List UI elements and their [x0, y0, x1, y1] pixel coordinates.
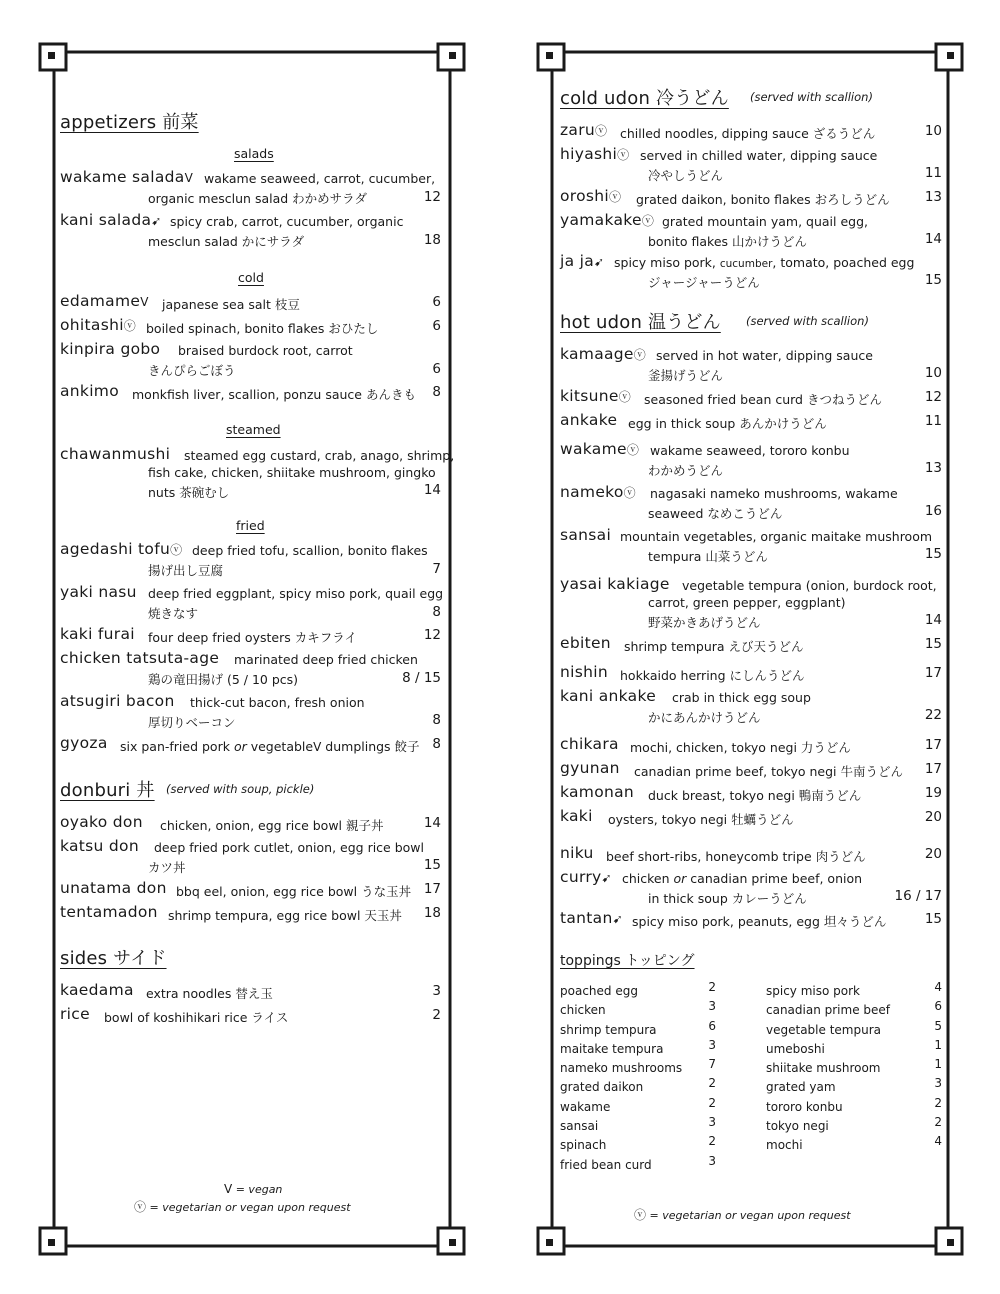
- topping-name: poached egg: [560, 984, 638, 998]
- right-menu-panel: [534, 40, 966, 1258]
- topping-row: [560, 1096, 716, 1115]
- menu-item-desc: carrot, green pepper, eggplant): [648, 595, 846, 610]
- topping-row: [766, 1134, 942, 1153]
- menu-item-price: 8: [432, 712, 441, 728]
- menu-item-desc: shrimp tempura, egg rice bowl 天玉丼: [168, 908, 402, 923]
- menu-item-price: 11: [924, 165, 942, 181]
- topping-row: [766, 1096, 942, 1115]
- vegetarian-option-icon: ⓥ: [609, 190, 622, 204]
- topping-price: 5: [934, 1018, 942, 1033]
- topping-price: 6: [934, 999, 942, 1014]
- chili-pepper-icon: ➹: [151, 214, 162, 228]
- menu-item-desc: boiled spinach, bonito flakes おひたし: [146, 321, 379, 336]
- menu-item-price: 17: [423, 881, 441, 897]
- menu-item-name: niku: [560, 844, 594, 862]
- hot-udon-note: (served with scallion): [746, 314, 869, 328]
- topping-price: 6: [708, 1018, 716, 1033]
- menu-item-price: 15: [924, 636, 942, 652]
- menu-item-desc: deep fried eggplant, spicy miso pork, quail egg: [148, 586, 444, 601]
- topping-price: 2: [708, 1095, 716, 1110]
- menu-item-desc: grated daikon, bonito flakes おろしうどん: [636, 192, 890, 207]
- topping-price: 2: [708, 980, 716, 994]
- menu-item-name: yamakakeⓥ: [560, 211, 655, 229]
- menu-item-price: 6: [432, 361, 441, 377]
- topping-name: umeboshi: [766, 1041, 825, 1056]
- topping-price: 2: [708, 1076, 716, 1091]
- topping-price: 4: [934, 1134, 942, 1149]
- menu-item-name: katsu don: [60, 837, 139, 855]
- topping-name: chicken: [560, 1003, 606, 1018]
- topping-row: [766, 1076, 942, 1095]
- menu-item-name: kani ankake: [560, 687, 657, 705]
- menu-item-desc: chilled noodles, dipping sauce ざるうどん: [620, 126, 876, 141]
- menu-item-desc: nagasaki nameko mushrooms, wakame: [650, 486, 898, 501]
- topping-price: 3: [708, 999, 716, 1014]
- topping-name: sansai: [560, 1119, 599, 1134]
- menu-item-desc: nuts 茶碗むし: [148, 485, 230, 500]
- menu-item-desc: bowl of koshihikari rice ライス: [104, 1010, 289, 1025]
- vegetarian-option-icon: ⓥ: [641, 214, 655, 228]
- menu-item-price: 16: [924, 503, 942, 519]
- menu-item-name: wakame saladaV: [60, 168, 194, 186]
- cold-udon-title: cold udon 冷うどん: [560, 88, 729, 109]
- menu-item-price: 14: [423, 482, 441, 498]
- menu-item-desc: vegetable tempura (onion, burdock root,: [682, 578, 937, 593]
- menu-item-name: ankimo: [60, 382, 119, 400]
- menu-item-desc: 釜揚げうどん: [648, 368, 724, 383]
- menu-item-name: kaedama: [60, 981, 134, 999]
- vegetarian-option-icon: ⓥ: [626, 443, 640, 457]
- menu-item-desc: japanese sea salt 枝豆: [162, 297, 300, 312]
- menu-item-desc: mountain vegetables, organic maitake mushroom: [620, 529, 933, 544]
- sides-title: sides サイド: [60, 948, 167, 969]
- menu-item-name: rice: [60, 1005, 90, 1023]
- topping-row: [560, 1154, 716, 1173]
- topping-name: grated yam: [766, 1080, 836, 1095]
- menu-item-desc: わかめうどん: [648, 463, 724, 478]
- topping-price: 3: [708, 1153, 716, 1168]
- menu-item-desc: fish cake, chicken, shiitake mushroom, gingko: [148, 465, 436, 480]
- menu-item-desc: hokkaido herring にしんうどん: [620, 668, 805, 683]
- menu-item-desc: egg in thick soup あんかけうどん: [628, 416, 827, 431]
- menu-item-name: sansai: [560, 526, 612, 544]
- menu-item-desc: oysters, tokyo negi 牡蠣うどん: [608, 812, 794, 827]
- menu-item-name: nishin: [560, 663, 608, 681]
- menu-item-name: yasai kakiage: [560, 575, 670, 593]
- topping-row: [560, 980, 716, 999]
- topping-row: [766, 1038, 942, 1057]
- menu-item-price: 17: [924, 665, 942, 681]
- menu-item-name: curry➹: [560, 868, 612, 886]
- menu-item-name: ankake: [560, 411, 618, 429]
- menu-item-desc: かにあんかけうどん: [648, 710, 761, 725]
- appetizers-title: appetizers 前菜: [60, 112, 199, 133]
- topping-price: 4: [934, 980, 942, 994]
- topping-name: spinach: [560, 1138, 607, 1153]
- topping-row: [766, 1019, 942, 1038]
- menu-item-price: 15: [924, 272, 942, 288]
- cold-udon-note: (served with scallion): [750, 90, 873, 104]
- topping-price: 2: [934, 1115, 942, 1130]
- menu-item-name: edamameV: [60, 292, 149, 310]
- menu-item-desc: chicken, onion, egg rice bowl 親子丼: [160, 818, 384, 833]
- salads-subhead: salads: [234, 146, 274, 161]
- menu-item-price: 13: [924, 460, 942, 476]
- menu-item-price: 13: [924, 189, 942, 205]
- menu-item-desc: きんぴらごぼう: [148, 363, 236, 378]
- menu-item-name: yaki nasu: [60, 583, 137, 601]
- menu-item-desc: marinated deep fried chicken: [234, 652, 418, 667]
- menu-item-desc: six pan-fried pork or vegetableV dumplings 餃子: [120, 739, 420, 754]
- menu-item-desc: 鶏の竜田揚げ (5 / 10 pcs): [148, 672, 299, 687]
- topping-row: [560, 1057, 716, 1076]
- vegetarian-option-icon: ⓥ: [617, 148, 630, 162]
- menu-item-desc: deep fried tofu, scallion, bonito flakes: [192, 543, 428, 558]
- menu-item-price: 18: [423, 905, 441, 921]
- chili-pepper-icon: ➹: [594, 255, 605, 269]
- topping-row: [560, 1019, 716, 1038]
- menu-item-price: 8: [432, 384, 441, 400]
- menu-item-desc: tempura 山菜うどん: [648, 549, 768, 564]
- menu-item-desc: カツ丼: [148, 860, 186, 875]
- menu-item-price: 14: [924, 231, 942, 247]
- menu-item-name: kinpira gobo: [60, 340, 161, 358]
- menu-item-desc: ジャージャーうどん: [648, 275, 760, 290]
- menu-item-price: 8: [432, 604, 441, 620]
- menu-item-desc: seaweed なめこうどん: [648, 506, 783, 521]
- menu-item-desc: spicy miso pork, peanuts, egg 坦々うどん: [632, 914, 887, 929]
- menu-item-name: gyunan: [560, 759, 620, 777]
- menu-item-desc: wakame seaweed, carrot, cucumber,: [204, 171, 436, 186]
- menu-item-price: 22: [924, 707, 942, 723]
- menu-item-desc: duck breast, tokyo negi 鴨南うどん: [648, 788, 862, 803]
- hot-udon-title: hot udon 温うどん: [560, 312, 721, 333]
- menu-item-desc: 揚げ出し豆腐: [148, 563, 224, 578]
- menu-item-name: namekoⓥ: [560, 483, 636, 501]
- menu-item-desc: thick-cut bacon, fresh onion: [190, 695, 365, 710]
- topping-row: [560, 1134, 716, 1153]
- topping-name: tororo konbu: [766, 1099, 843, 1114]
- topping-price: 3: [708, 1037, 716, 1052]
- menu-item-name: gyoza: [60, 734, 108, 752]
- menu-item-price: 10: [924, 123, 942, 139]
- menu-item-price: 2: [432, 1007, 441, 1023]
- topping-name: fried bean curd: [560, 1157, 652, 1172]
- topping-price: 7: [708, 1057, 716, 1072]
- menu-item-price: 6: [432, 318, 441, 334]
- menu-item-name: kani salada➹: [60, 211, 162, 229]
- topping-price: 1: [934, 1057, 942, 1072]
- vegetarian-option-icon: ⓥ: [134, 1200, 147, 1214]
- fried-subhead: fried: [236, 518, 265, 533]
- menu-item-desc: chicken or canadian prime beef, onion: [622, 871, 863, 886]
- menu-item-name: ja ja➹: [560, 252, 605, 270]
- topping-price: 3: [934, 1076, 942, 1091]
- menu-item-price: 12: [423, 627, 441, 643]
- topping-name: nameko mushrooms: [560, 1061, 683, 1076]
- menu-item-desc: crab in thick egg soup: [672, 690, 811, 705]
- menu-item-price: 20: [924, 809, 942, 825]
- menu-item-price: 8 / 15: [402, 670, 441, 686]
- menu-item-desc: beef short-ribs, honeycomb tripe 肉うどん: [606, 849, 866, 864]
- menu-item-desc: extra noodles 替え玉: [146, 986, 273, 1001]
- menu-item-desc: steamed egg custard, crab, anago, shrimp,: [184, 448, 455, 463]
- topping-price: 3: [708, 1115, 716, 1130]
- vegetarian-legend: ⓥ = vegetarian or vegan upon request: [134, 1200, 351, 1214]
- menu-item-desc: canadian prime beef, tokyo negi 牛南うどん: [634, 764, 903, 779]
- vegetarian-option-icon: ⓥ: [623, 486, 636, 500]
- vegan-legend: V = vegan: [224, 1182, 283, 1196]
- menu-item-price: 18: [423, 232, 441, 248]
- menu-item-desc: 厚切りベーコン: [148, 715, 236, 730]
- toppings-column-2: [766, 980, 946, 1154]
- menu-item-price: 14: [423, 815, 441, 831]
- toppings-title: toppings トッピング: [560, 953, 695, 969]
- menu-item-price: 12: [423, 189, 441, 205]
- topping-row: [766, 999, 942, 1018]
- topping-row: [560, 1115, 716, 1134]
- chili-pepper-icon: ➹: [601, 871, 612, 885]
- menu-item-desc: braised burdock root, carrot: [178, 343, 353, 358]
- menu-item-desc: spicy crab, carrot, cucumber, organic: [170, 214, 404, 229]
- menu-item-desc: mochi, chicken, tokyo negi 力うどん: [630, 740, 851, 755]
- menu-item-name: tantan➹: [560, 909, 623, 927]
- vegan-icon: V: [224, 1182, 233, 1196]
- menu-item-price: 6: [432, 294, 441, 310]
- menu-item-name: kamonan: [560, 783, 635, 801]
- topping-name: vegetable tempura: [766, 1022, 881, 1037]
- menu-item-price: 3: [432, 983, 441, 999]
- menu-item-desc: seasoned fried bean curd きつねうどん: [644, 392, 882, 407]
- menu-item-name: zaruⓥ: [560, 121, 608, 139]
- menu-item-desc: mesclun salad かにサラダ: [148, 234, 305, 249]
- menu-item-desc: spicy miso pork, cucumber, tomato, poached egg: [614, 255, 915, 270]
- menu-item-price: 17: [924, 737, 942, 753]
- menu-item-desc: wakame seaweed, tororo konbu: [650, 443, 850, 458]
- menu-item-name: ebiten: [560, 634, 611, 652]
- menu-item-desc: served in hot water, dipping sauce: [656, 348, 873, 363]
- topping-row: [560, 999, 716, 1018]
- menu-item-name: chawanmushi: [60, 445, 171, 463]
- menu-item-price: 19: [924, 785, 942, 801]
- menu-item-price: 14: [924, 612, 942, 628]
- topping-name: mochi: [766, 1138, 803, 1153]
- menu-item-name: oroshiⓥ: [560, 187, 622, 205]
- menu-item-price: 15: [423, 857, 441, 873]
- vegetarian-option-icon: ⓥ: [123, 319, 137, 333]
- topping-name: tokyo negi: [766, 1119, 829, 1134]
- menu-item-name: kamaageⓥ: [560, 345, 647, 363]
- vegan-icon: V: [184, 171, 194, 185]
- menu-item-desc: served in chilled water, dipping sauce: [640, 148, 878, 163]
- donburi-note: (served with soup, pickle): [166, 782, 315, 796]
- topping-price: 2: [708, 1134, 716, 1149]
- vegetarian-option-icon: ⓥ: [618, 390, 632, 404]
- menu-item-price: 16 / 17: [894, 888, 942, 904]
- menu-item-desc: four deep fried oysters カキフライ: [148, 630, 357, 645]
- menu-item-name: atsugiri bacon: [60, 692, 175, 710]
- vegetarian-legend: ⓥ = vegetarian or vegan upon request: [634, 1208, 851, 1222]
- topping-row: [766, 980, 942, 999]
- menu-item-desc: deep fried pork cutlet, onion, egg rice bowl: [154, 840, 424, 855]
- vegetarian-option-icon: ⓥ: [170, 543, 183, 557]
- menu-item-desc: bbq eel, onion, egg rice bowl うな玉丼: [176, 884, 412, 899]
- left-menu-panel: [36, 40, 468, 1258]
- menu-item-desc: 野菜かきあげうどん: [648, 615, 761, 630]
- vegetarian-option-icon: ⓥ: [595, 124, 608, 138]
- menu-item-name: kitsuneⓥ: [560, 387, 632, 405]
- topping-name: maitake tempura: [560, 1041, 664, 1056]
- menu-item-price: 10: [924, 365, 942, 381]
- topping-name: wakame: [560, 1099, 611, 1114]
- menu-item-name: chicken tatsuta-age: [60, 649, 220, 667]
- menu-item-price: 11: [924, 413, 942, 429]
- menu-item-price: 15: [924, 546, 942, 562]
- menu-item-desc: 冷やしうどん: [648, 168, 724, 183]
- donburi-title: donburi 丼: [60, 780, 155, 801]
- menu-item-name: unatama don: [60, 879, 167, 897]
- menu-item-price: 8: [432, 736, 441, 752]
- menu-item-desc: shrimp tempura えび天うどん: [624, 639, 804, 654]
- menu-item-desc: organic mesclun salad わかめサラダ: [148, 191, 368, 206]
- topping-price: 1: [934, 1037, 942, 1052]
- vegan-icon: V: [140, 295, 149, 309]
- menu-item-price: 12: [924, 389, 942, 405]
- menu-item-desc: grated mountain yam, quail egg,: [662, 214, 868, 229]
- menu-item-desc: 焼きなす: [148, 606, 199, 621]
- topping-name: shiitake mushroom: [766, 1061, 881, 1076]
- vegan-icon: V: [313, 740, 322, 754]
- menu-item-name: tentamadon: [60, 903, 158, 921]
- menu-item-price: 20: [924, 846, 942, 862]
- topping-row: [766, 1115, 942, 1134]
- menu-item-desc: bonito flakes 山かけうどん: [648, 234, 808, 249]
- topping-name: grated daikon: [560, 1080, 644, 1095]
- topping-price: 2: [934, 1095, 942, 1110]
- menu-item-desc: in thick soup カレーうどん: [648, 891, 807, 906]
- topping-name: canadian prime beef: [766, 1003, 891, 1018]
- menu-item-name: kaki: [560, 807, 593, 825]
- menu-item-name: chikara: [560, 735, 619, 753]
- steamed-subhead: steamed: [226, 422, 281, 437]
- menu-item-name: agedashi tofuⓥ: [60, 540, 183, 558]
- menu-item-desc: monkfish liver, scallion, ponzu sauce あんきも: [132, 387, 416, 402]
- topping-name: shrimp tempura: [560, 1022, 657, 1037]
- menu-item-name: ohitashiⓥ: [60, 316, 137, 334]
- menu-item-name: hiyashiⓥ: [560, 145, 630, 163]
- menu-item-name: oyako don: [60, 813, 143, 831]
- topping-row: [766, 1057, 942, 1076]
- menu-item-price: 7: [432, 561, 441, 577]
- menu-item-price: 17: [924, 761, 942, 777]
- menu-item-price: 15: [924, 911, 942, 927]
- vegetarian-option-icon: ⓥ: [633, 348, 647, 362]
- vegetarian-option-icon: ⓥ: [634, 1208, 647, 1222]
- topping-row: [560, 1038, 716, 1057]
- menu-item-name: wakameⓥ: [560, 440, 640, 458]
- topping-row: [560, 1076, 716, 1095]
- toppings-column-1: [560, 980, 750, 1173]
- cold-subhead: cold: [238, 270, 264, 285]
- topping-name: spicy miso pork: [766, 984, 860, 998]
- menu-item-name: kaki furai: [60, 625, 135, 643]
- chili-pepper-icon: ➹: [612, 912, 623, 926]
